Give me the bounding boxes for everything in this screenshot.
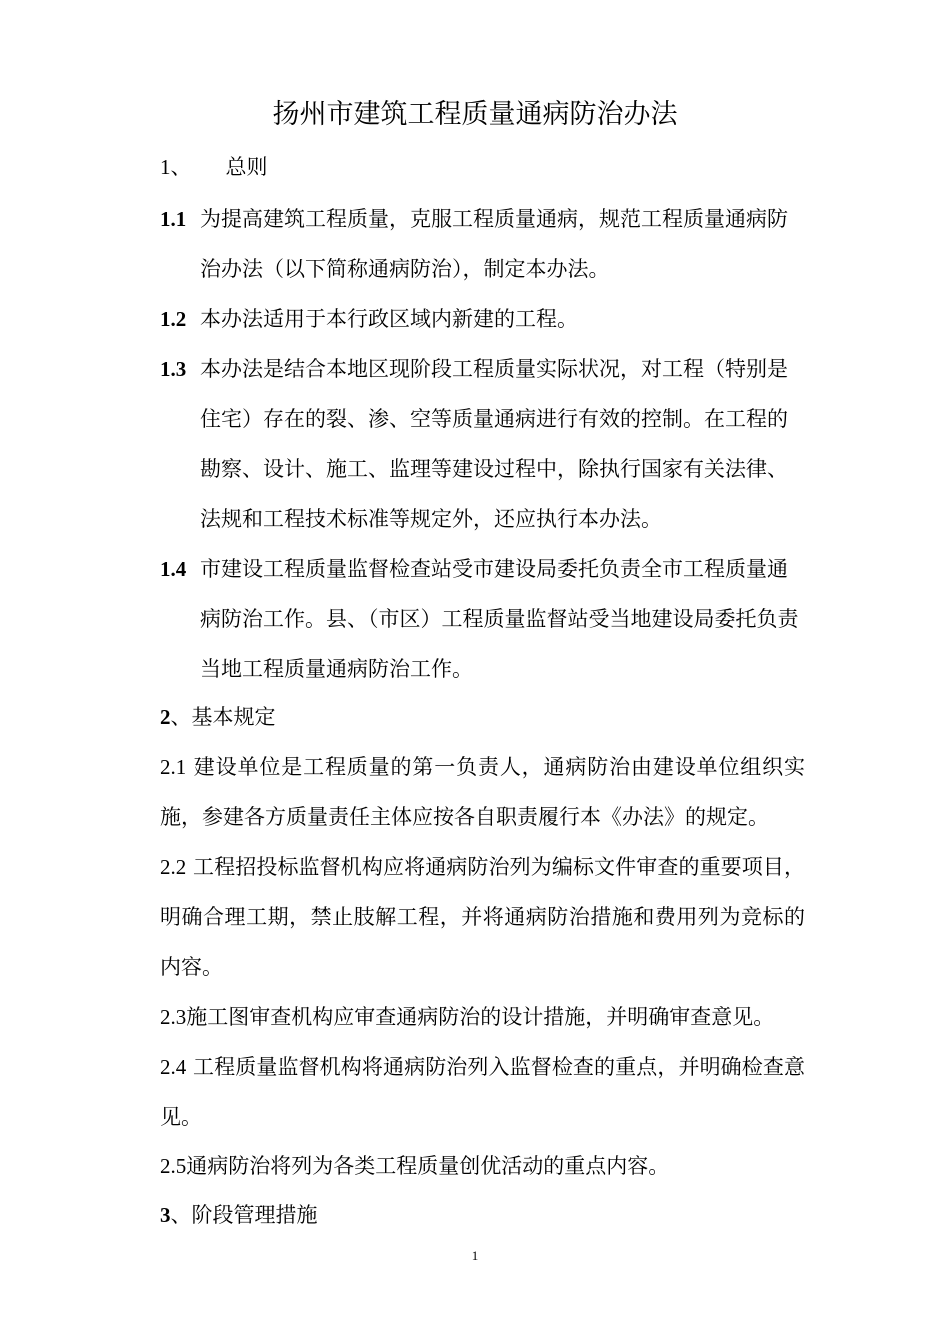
paragraph-2-3 — [160, 992, 805, 1042]
section-label: 、阶段管理措施 — [170, 1203, 318, 1227]
paragraph-text: 施工图审查机构应审查通病防治的设计措施，并明确审查意见。 — [186, 1005, 775, 1029]
section-label: 总则 — [225, 155, 268, 179]
clause-text: 本办法是结合本地区现阶段工程质量实际状况，对工程（特别是住宅）存在的裂、渗、空等质量通病进行有效的控制。在工程的勘察、设计、施工、监理等建设过程中，除执行国家有关法律、法规和工程技术标准等规定外，还应执行本办法。 — [200, 357, 788, 531]
clause-1-4 — [160, 544, 805, 694]
section-heading-2 — [160, 692, 805, 742]
clause-text: 市建设工程质量监督检查站受市建设局委托负责全市工程质量通病防治工作。县、（市区）工程质量监督站受当地建设局委托负责当地工程质量通病防治工作。 — [200, 557, 799, 681]
paragraph-text: 工程招投标监督机构应将通病防治列为编标文件审查的重要项目，明确合理工期，禁止肢解工程，并将通病防治措施和费用列为竞标的内容。 — [160, 855, 805, 979]
clause-number: 1.4 — [160, 557, 187, 581]
page-number: 1 — [471, 1248, 479, 1263]
clause-1-1 — [160, 194, 805, 294]
section-heading-1 — [160, 142, 805, 192]
paragraph-number: 2.3 — [160, 1005, 187, 1029]
section-number: 3 — [160, 1203, 171, 1227]
clause-number: 1.3 — [160, 357, 187, 381]
section-label: 、基本规定 — [170, 705, 276, 729]
paragraph-2-5 — [160, 1141, 805, 1191]
paragraph-2-2 — [160, 842, 805, 992]
paragraph-number: 2.4 — [160, 1055, 187, 1079]
section-heading-3 — [160, 1190, 805, 1240]
clause-1-3 — [160, 344, 805, 544]
clause-1-2 — [160, 294, 805, 344]
section-number: 1、 — [160, 155, 192, 179]
paragraph-text: 工程质量监督机构将通病防治列入监督检查的重点，并明确检查意见。 — [160, 1055, 805, 1129]
paragraph-number: 2.1 — [160, 755, 187, 779]
paragraph-text: 建设单位是工程质量的第一负责人，通病防治由建设单位组织实施，参建各方质量责任主体应按各自职责履行本《办法》的规定。 — [160, 755, 805, 829]
clause-number: 1.1 — [160, 207, 187, 231]
clause-number: 1.2 — [160, 307, 187, 331]
clause-text: 为提高建筑工程质量，克服工程质量通病，规范工程质量通病防治办法（以下简称通病防治），制定本办法。 — [200, 207, 788, 281]
paragraph-number: 2.5 — [160, 1154, 187, 1178]
page-title: 扬州市建筑工程质量通病防治办法 — [272, 99, 678, 130]
paragraph-number: 2.2 — [160, 855, 187, 879]
paragraph-text: 通病防治将列为各类工程质量创优活动的重点内容。 — [186, 1154, 670, 1178]
paragraph-2-4 — [160, 1042, 805, 1142]
paragraph-2-1 — [160, 742, 805, 842]
section-number: 2 — [160, 705, 171, 729]
clause-text: 本办法适用于本行政区域内新建的工程。 — [200, 307, 578, 331]
